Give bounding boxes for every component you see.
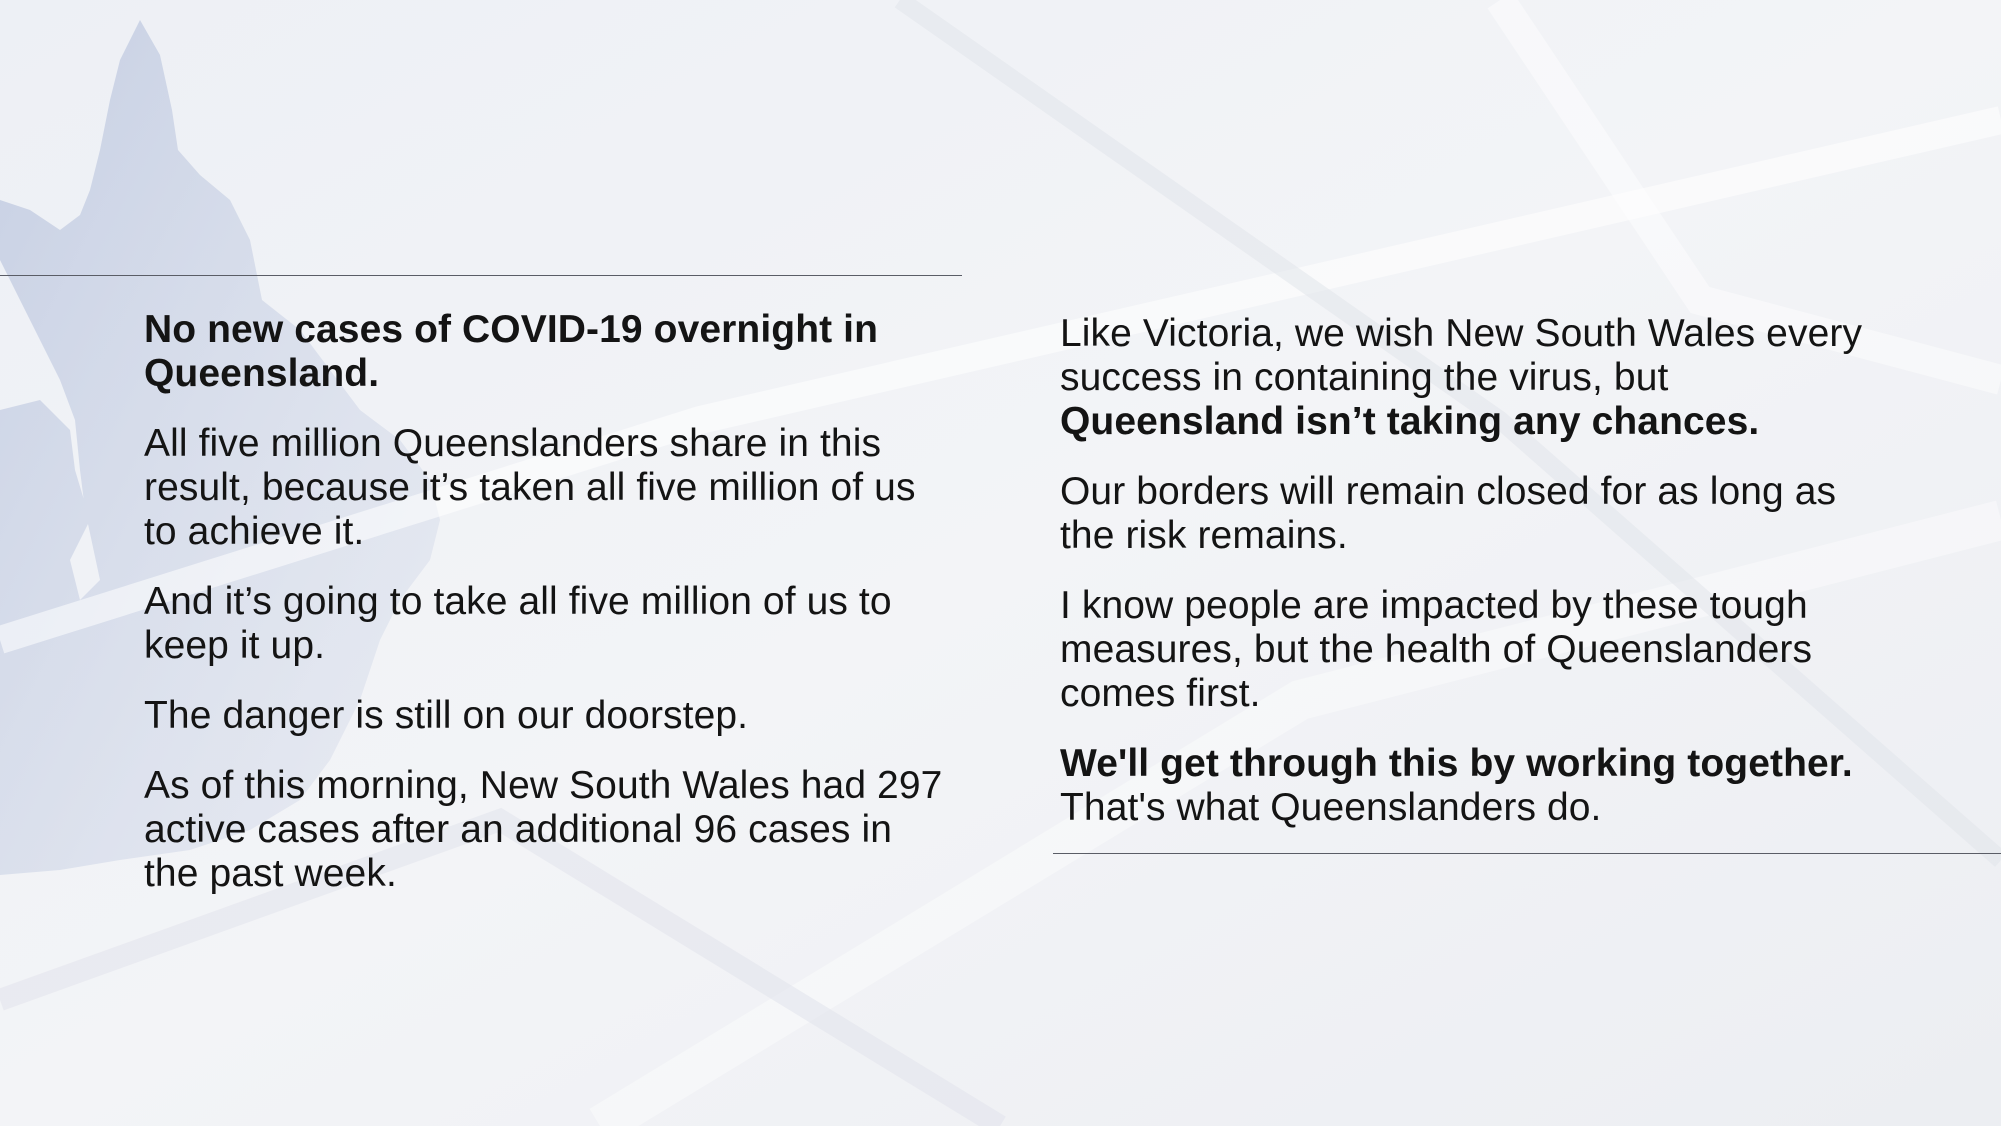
right-column	[1060, 312, 1930, 856]
paragraph-nsw-cases: As of this morning, New South Wales had 297 active cases after an additional 96 cases in the past week.	[144, 764, 943, 895]
paragraph-like-victoria: Like Victoria, we wish New South Wales every success in containing the virus, but Queensland isn’t taking any chances.	[1060, 312, 1930, 444]
paragraph-danger: The danger is still on our doorstep.	[144, 694, 749, 737]
paragraph-five-million: All five million Queenslanders share in this result, because it’s taken all five million of us to achieve it.	[144, 422, 916, 553]
top-divider-line	[0, 275, 962, 276]
working-together-statement: We'll get through this by working together.	[1060, 742, 1853, 785]
no-chances-statement: Queensland isn’t taking any chances.	[1060, 400, 1760, 443]
paragraph-tough-measures: I know people are impacted by these tough measures, but the health of Queenslanders comes first.	[1060, 584, 1813, 715]
left-column	[144, 308, 954, 922]
paragraph-keep-it-up: And it’s going to take all five million of us to keep it up.	[144, 580, 892, 667]
paragraph-closing: We'll get through this by working together. That's what Queenslanders do.	[1060, 742, 1930, 830]
heading: No new cases of COVID-19 overnight in Queensland.	[144, 308, 879, 395]
paragraph-borders: Our borders will remain closed for as long as the risk remains.	[1060, 470, 1837, 557]
